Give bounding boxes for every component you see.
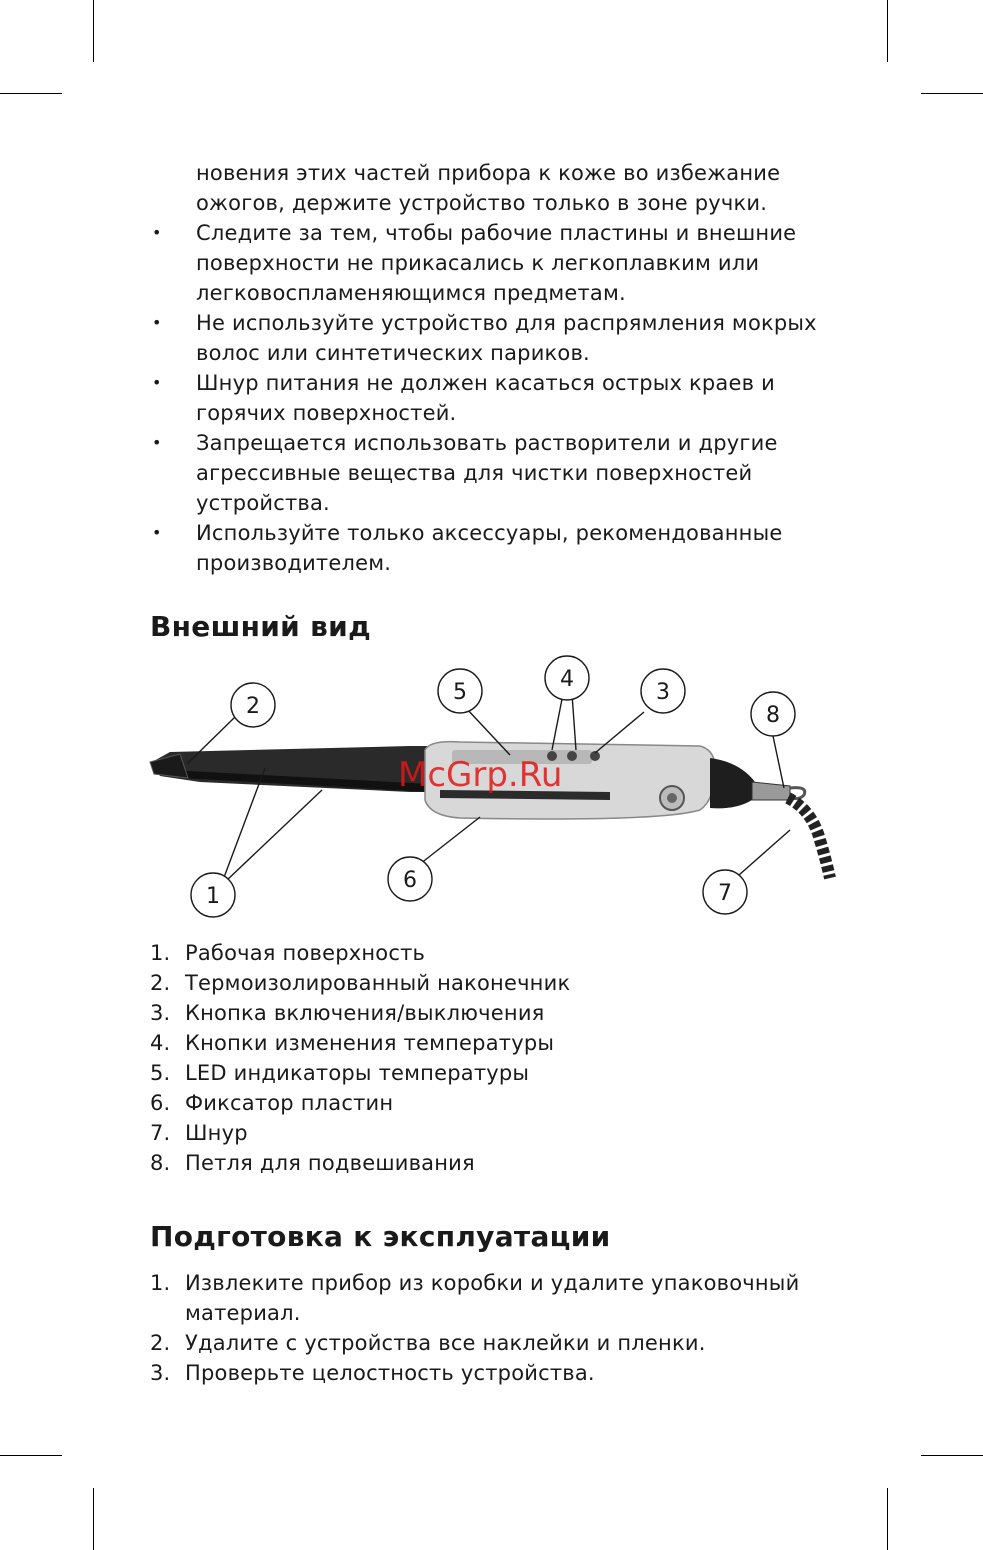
list-item <box>150 1058 850 1088</box>
callout-label-4: 4 <box>560 667 574 692</box>
safety-item: • Используйте только аксессуары, рекомендованные производителем. <box>150 518 850 578</box>
safety-continuation: новения этих частей прибора к коже во избежание ожогов, держите устройство только в зоне ручки. <box>196 161 781 215</box>
list-item <box>150 1268 850 1328</box>
lock-center <box>667 793 677 803</box>
item-number: 1. <box>150 1271 171 1295</box>
item-label: Шнур <box>185 1121 248 1145</box>
parts-list <box>150 938 850 1178</box>
item-number: 6. <box>150 1091 171 1115</box>
crop-mark <box>0 1455 62 1456</box>
callout-label-6: 6 <box>403 868 417 893</box>
callout-label-3: 3 <box>656 680 670 705</box>
preparation-heading: Подготовка к эксплуатации <box>150 1220 611 1253</box>
item-label: LED индикаторы температуры <box>185 1061 530 1085</box>
item-label: Фиксатор пластин <box>185 1091 394 1115</box>
item-label: Удалите с устройства все наклейки и пленки. <box>185 1331 706 1355</box>
preparation-steps <box>150 1268 850 1388</box>
watermark: McGrp.Ru <box>398 755 563 795</box>
crop-mark <box>93 1488 94 1550</box>
item-label: Термоизолированный наконечник <box>185 971 571 995</box>
callout-label-5: 5 <box>453 680 467 705</box>
list-item <box>150 968 850 998</box>
crop-mark <box>0 93 62 94</box>
item-label: Проверьте целостность устройства. <box>185 1361 595 1385</box>
list-item <box>150 1148 850 1178</box>
list-item <box>150 1358 850 1388</box>
item-number: 7. <box>150 1121 171 1145</box>
list-item <box>150 1328 850 1358</box>
item-label: Извлеките прибор из коробки и удалите упаковочный материал. <box>185 1271 800 1325</box>
item-number: 2. <box>150 1331 171 1355</box>
swivel <box>752 782 790 800</box>
appearance-heading: Внешний вид <box>150 610 371 643</box>
callout-label-1: 1 <box>206 884 220 909</box>
item-label: Кнопки изменения температуры <box>185 1031 555 1055</box>
item-label: Рабочая поверхность <box>185 941 426 965</box>
crop-mark <box>921 93 983 94</box>
callout-label-8: 8 <box>766 703 780 728</box>
list-item <box>150 998 850 1028</box>
item-label: Кнопка включения/выключения <box>185 1001 545 1025</box>
item-number: 4. <box>150 1031 171 1055</box>
temp-button-up <box>567 751 577 761</box>
item-number: 3. <box>150 1001 171 1025</box>
device-diagram <box>140 650 840 930</box>
item-number: 2. <box>150 971 171 995</box>
safety-list <box>150 158 850 578</box>
crop-mark <box>887 1488 888 1550</box>
crop-mark <box>887 0 888 62</box>
item-number: 3. <box>150 1361 171 1385</box>
crop-mark <box>93 0 94 62</box>
list-item <box>150 938 850 968</box>
crop-mark <box>921 1455 983 1456</box>
callout-label-2: 2 <box>246 694 260 719</box>
safety-item: • Шнур питания не должен касаться острых краев и горячих поверхностей. <box>150 368 850 428</box>
list-item <box>150 1088 850 1118</box>
safety-item: • Запрещается использовать растворители и другие агрессивные вещества для чистки поверхностей устройства. <box>150 428 850 518</box>
item-number: 1. <box>150 941 171 965</box>
list-item <box>150 1028 850 1058</box>
list-item <box>150 1118 850 1148</box>
callout-label-7: 7 <box>718 881 732 906</box>
item-number: 5. <box>150 1061 171 1085</box>
item-label: Петля для подвешивания <box>185 1151 475 1175</box>
cord <box>788 798 830 878</box>
safety-item: • Не используйте устройство для распрямления мокрых волос или синтетических париков. <box>150 308 850 368</box>
item-number: 8. <box>150 1151 171 1175</box>
safety-item: • Следите за тем, чтобы рабочие пластины и внешние поверхности не прикасались к легкоплавким или легковоспламеняющимся предметам. <box>150 218 850 308</box>
rear-cap <box>710 758 755 808</box>
